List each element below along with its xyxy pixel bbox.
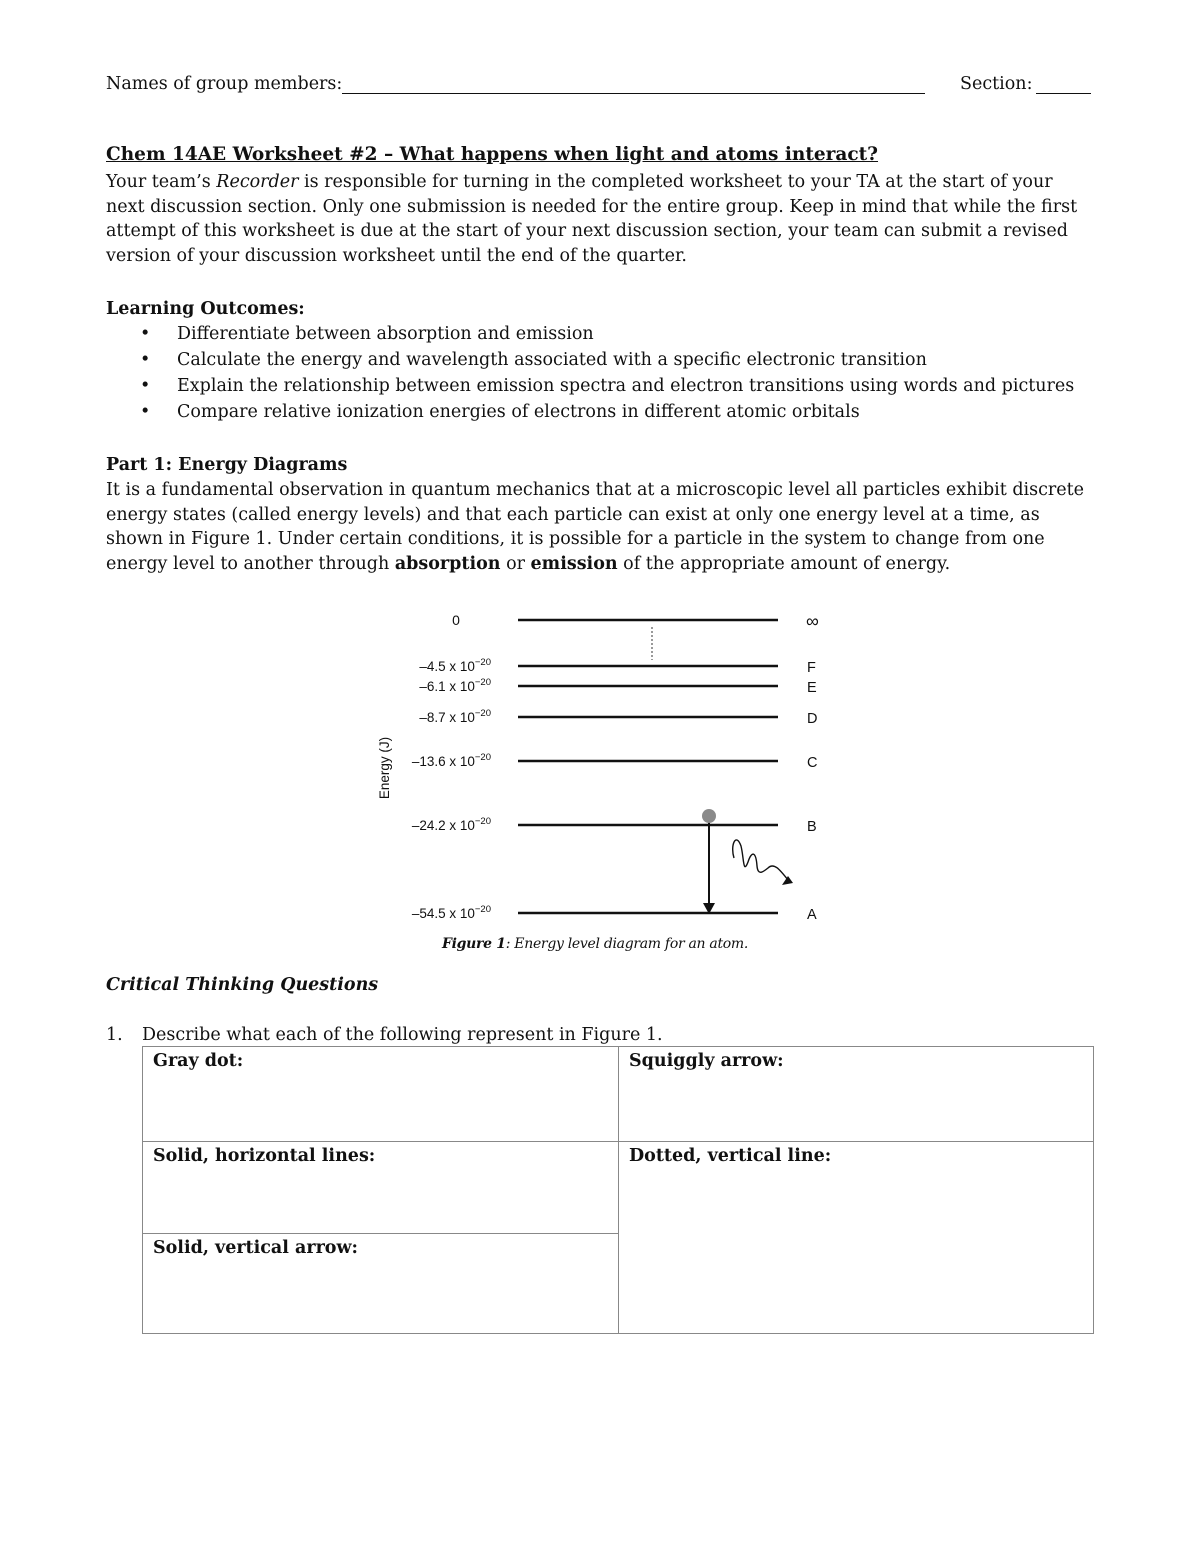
question-number: 1. [106, 1025, 123, 1045]
answer-table [142, 1046, 1094, 1334]
names-blank-line[interactable] [342, 93, 925, 94]
squiggly-arrow-head [782, 876, 793, 885]
answer-cell-solid-vertical-arrow[interactable] [142, 1233, 619, 1334]
level-value-label: –54.5 x $10^{-20}$ [411, 904, 491, 921]
section-blank-line[interactable] [1036, 93, 1091, 94]
level-value-label: –24.2 x $10^{-20}$ [411, 816, 491, 833]
energy-axis-label: Energy (J) [377, 736, 392, 800]
learning-outcomes-heading: Learning Outcomes: [106, 299, 305, 319]
level-value-label: –6.1 x $10^{-20}$ [419, 677, 491, 694]
part1-text-b: of the appropriate amount of energy. [617, 553, 951, 574]
part1-paragraph [106, 478, 1096, 576]
level-letter-label: E [807, 680, 817, 696]
level-letter-label: A [807, 907, 817, 923]
caption-text: : Energy level diagram for an atom. [505, 936, 749, 952]
energy-level-figure [360, 600, 840, 930]
level-value-label: 0 [452, 612, 460, 628]
cell-label: Solid, vertical arrow: [153, 1238, 358, 1258]
part1-text-a: It is a fundamental observation in quantum mechanics that at a microscopic level all particles exhibit discrete energy states (called energy levels) and that each particle can exist at only one energy level at a time, as shown in Figure 1. Under certain conditions, it is possible for a particle in the system to change from one energy level to another through [106, 480, 1085, 574]
cell-label: Dotted, vertical line: [629, 1146, 832, 1166]
cell-label: Squiggly arrow: [629, 1051, 784, 1071]
emission-term: emission [530, 553, 618, 574]
intro-text-b: is responsible for turning in the completed worksheet to your TA at the start of your next discussion section. Only one submission is needed for the entire group. Keep in mind that while the first attempt of this worksheet is due at the start of your next discussion section, your team can submit a revised version of your discussion worksheet until the end of the quarter. [106, 172, 1078, 266]
answer-cell-dotted-vertical-line[interactable] [618, 1141, 1094, 1334]
critical-thinking-heading: Critical Thinking Questions [106, 975, 379, 995]
level-letter-label: ∞ [806, 611, 819, 631]
figure-caption [442, 932, 748, 957]
question-text: Describe what each of the following represent in Figure 1. [142, 1025, 663, 1045]
names-label: Names of group members: [106, 74, 343, 94]
header-line [106, 72, 1091, 98]
cell-label: Gray dot: [153, 1051, 244, 1071]
outcome-item: • Compare relative ionization energies of electrons in different atomic orbitals [106, 400, 1074, 426]
outcome-item: • Explain the relationship between emission spectra and electron transitions using words and pictures [106, 374, 1074, 400]
outcome-item: • Differentiate between absorption and emission [106, 322, 1074, 348]
intro-text-a: Your team’s [106, 172, 217, 192]
outcome-item: • Calculate the energy and wavelength associated with a specific electronic transition [106, 348, 1074, 374]
squiggly-arrow [733, 840, 788, 880]
answer-cell-gray-dot[interactable] [142, 1046, 619, 1142]
learning-outcomes-list [106, 322, 1074, 426]
worksheet-title: Chem 14AE Worksheet #2 – What happens when light and atoms interact? [106, 144, 879, 165]
answer-cell-solid-horizontal-lines[interactable] [142, 1141, 619, 1234]
question-1 [106, 1023, 663, 1048]
intro-paragraph [106, 170, 1096, 268]
absorption-term: absorption [394, 553, 501, 574]
level-letter-label: C [807, 755, 818, 771]
cell-label: Solid, horizontal lines: [153, 1146, 376, 1166]
part1-heading: Part 1: Energy Diagrams [106, 455, 348, 475]
section-label: Section: [960, 74, 1033, 94]
recorder-term: Recorder [216, 172, 299, 192]
level-letter-label: B [807, 819, 817, 835]
gray-dot [702, 809, 716, 823]
part1-text-or: or [500, 553, 531, 574]
answer-cell-squiggly-arrow[interactable] [618, 1046, 1094, 1142]
level-letter-label: F [807, 660, 816, 676]
level-value-label: –4.5 x $10^{-20}$ [419, 657, 491, 674]
level-value-label: –8.7 x $10^{-20}$ [419, 708, 491, 725]
level-value-label: –13.6 x $10^{-20}$ [411, 752, 491, 769]
energy-level-diagram [360, 600, 840, 930]
level-letter-label: D [807, 711, 818, 727]
caption-label: Figure 1 [442, 936, 506, 952]
